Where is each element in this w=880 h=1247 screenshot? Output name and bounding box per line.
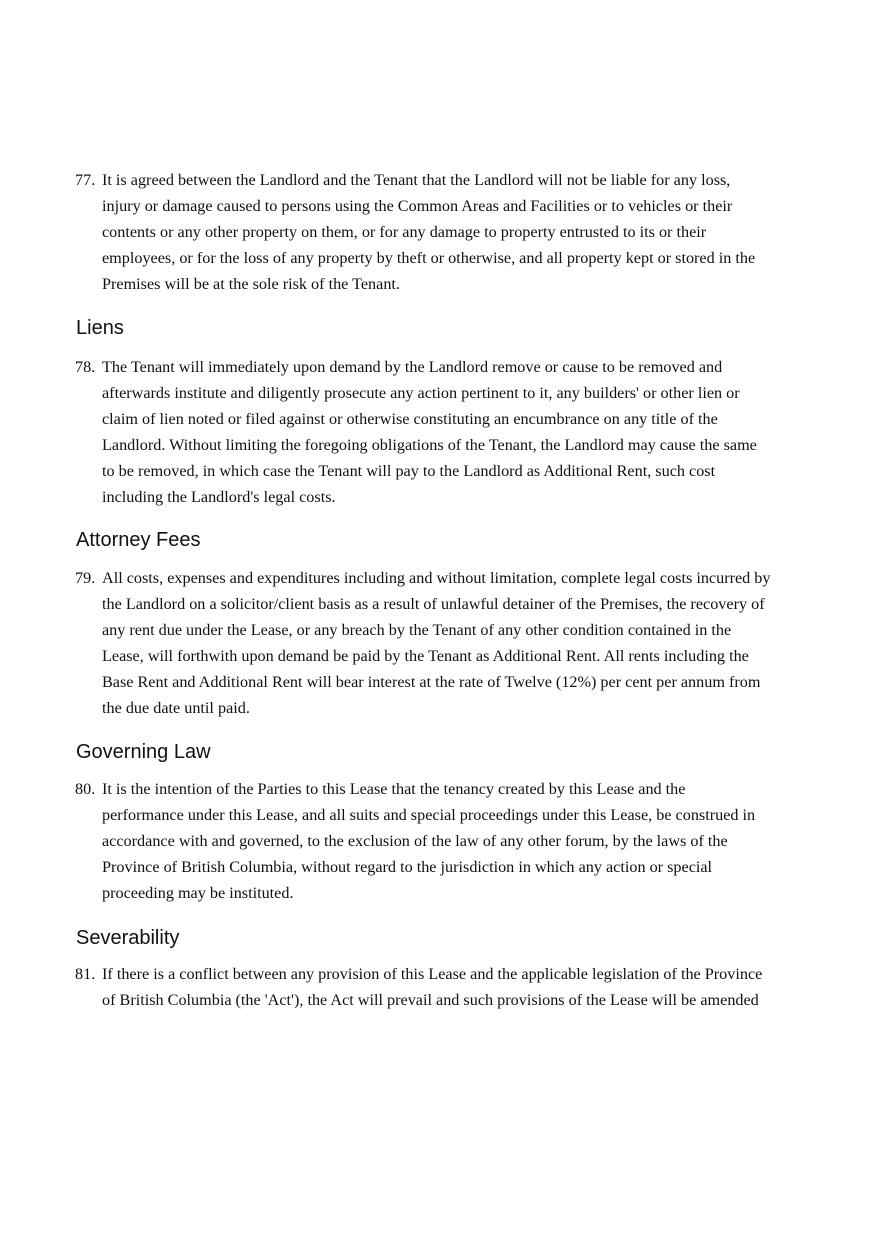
section-heading-severability: Severability xyxy=(76,927,180,949)
section-heading-governing-law: Governing Law xyxy=(76,741,211,763)
clause-line: any rent due under the Lease, or any breach by the Tenant of any other condition contained in the xyxy=(102,621,732,639)
section-heading-attorney-fees: Attorney Fees xyxy=(76,529,201,551)
clause-number: 78. xyxy=(75,358,96,376)
clause-line: afterwards institute and diligently prosecute any action pertinent to it, any builders' or other lien or xyxy=(102,384,740,402)
clause-line: Base Rent and Additional Rent will bear interest at the rate of Twelve (12%) per cent per annum from xyxy=(102,673,761,691)
clause-number: 81. xyxy=(75,965,96,983)
clause-line: employees, or for the loss of any property by theft or otherwise, and all property kept or stored in the xyxy=(102,249,756,267)
clause-line: including the Landlord's legal costs. xyxy=(102,488,336,506)
clause-line: injury or damage caused to persons using the Common Areas and Facilities or to vehicles or their xyxy=(102,197,733,215)
clause-line: accordance with and governed, to the exclusion of the law of any other forum, by the laws of the xyxy=(102,832,728,850)
clause-line: to be removed, in which case the Tenant will pay to the Landlord as Additional Rent, such cost xyxy=(102,462,716,480)
section-heading-liens: Liens xyxy=(76,317,124,339)
clause-line: Landlord. Without limiting the foregoing obligations of the Tenant, the Landlord may cause the same xyxy=(102,436,757,454)
clause-line: It is agreed between the Landlord and the Tenant that the Landlord will not be liable for any loss, xyxy=(102,171,731,189)
clause-line: of British Columbia (the 'Act'), the Act will prevail and such provisions of the Lease will be amended xyxy=(102,991,759,1009)
clause-line: contents or any other property on them, or for any damage to property entrusted to its or their xyxy=(102,223,707,241)
clause-line: Premises will be at the sole risk of the Tenant. xyxy=(102,275,400,293)
clause-line: performance under this Lease, and all suits and special proceedings under this Lease, be construed in xyxy=(102,806,756,824)
clause-line: All costs, expenses and expenditures including and without limitation, complete legal costs incurred by xyxy=(102,569,771,587)
clause-line: It is the intention of the Parties to this Lease that the tenancy created by this Lease and the xyxy=(102,780,686,798)
clause-line: If there is a conflict between any provision of this Lease and the applicable legislation of the Province xyxy=(102,965,763,983)
clause-line: Lease, will forthwith upon demand be paid by the Tenant as Additional Rent. All rents including the xyxy=(102,647,749,665)
clause-line: the Landlord on a solicitor/client basis as a result of unlawful detainer of the Premises, the recovery of xyxy=(102,595,765,613)
clause-line: Province of British Columbia, without regard to the jurisdiction in which any action or special xyxy=(102,858,713,876)
clause-number: 77. xyxy=(75,171,96,189)
clause-line: proceeding may be instituted. xyxy=(102,884,294,902)
clause-number: 79. xyxy=(75,569,96,587)
clause-line: the due date until paid. xyxy=(102,699,250,717)
clause-line: claim of lien noted or filed against or otherwise constituting an encumbrance on any title of the xyxy=(102,410,718,428)
clause-line: The Tenant will immediately upon demand by the Landlord remove or cause to be removed and xyxy=(102,358,723,376)
clause-number: 80. xyxy=(75,780,96,798)
